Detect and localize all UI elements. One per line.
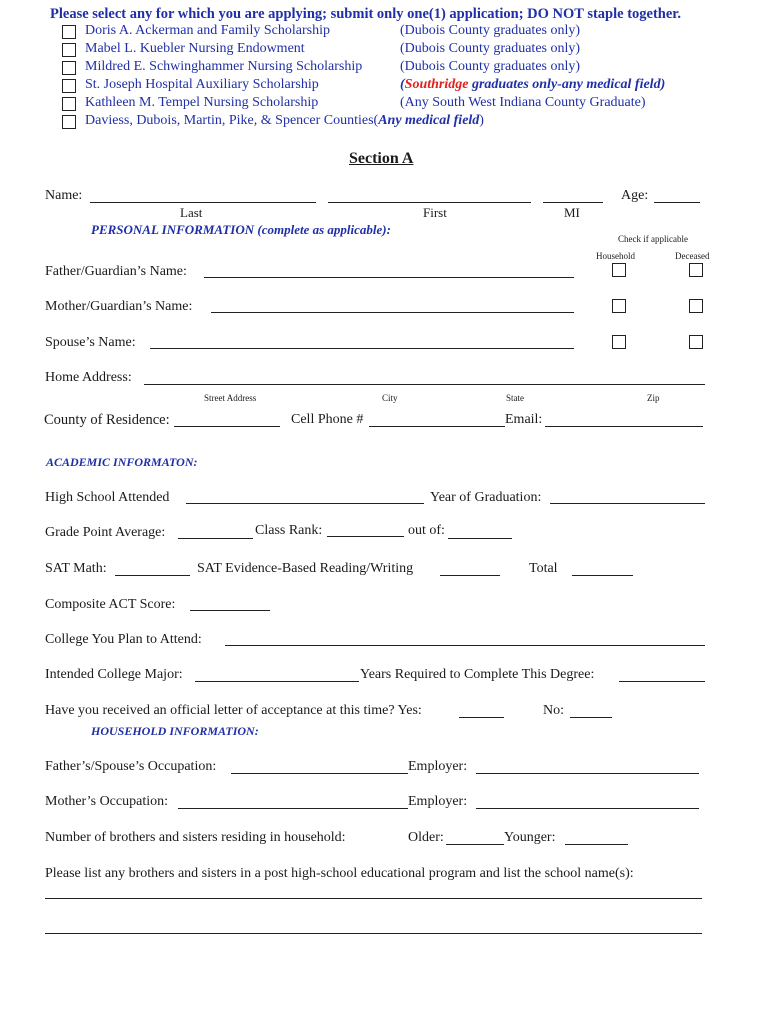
last-caption: Last — [180, 205, 203, 220]
first-caption: First — [423, 205, 447, 220]
scholarship-checkbox-st-joseph[interactable] — [62, 79, 76, 93]
counties-note-italic: Any medical field — [378, 113, 480, 128]
scholarship-name-schwinghammer: Mildred E. Schwinghammer Nursing Scholarship — [85, 59, 363, 74]
graduation-year-field[interactable] — [550, 503, 705, 504]
gpa-field[interactable] — [178, 538, 253, 539]
class-rank-label: Class Rank: — [255, 523, 323, 538]
counties-name: Daviess, Dubois, Martin, Pike, & Spencer Counties — [85, 113, 374, 128]
mother-occupation-label: Mother’s Occupation: — [45, 794, 168, 809]
older-siblings-field[interactable] — [446, 844, 504, 845]
out-of-label: out of: — [408, 523, 445, 538]
counties-note-open: ( — [373, 113, 379, 128]
father-deceased-checkbox[interactable] — [689, 263, 703, 277]
father-employer-label: Employer: — [408, 759, 468, 774]
scholarship-name-counties — [85, 113, 484, 129]
section-title: Section A — [349, 150, 414, 167]
father-household-checkbox[interactable] — [612, 263, 626, 277]
mi-field[interactable] — [543, 202, 603, 203]
father-occupation-field[interactable] — [231, 773, 408, 774]
scholarship-name-tempel: Kathleen M. Tempel Nursing Scholarship — [85, 95, 319, 110]
sat-math-label: SAT Math: — [45, 561, 107, 576]
deceased-column-label: Deceased — [675, 251, 710, 261]
scholarship-checkbox-kuebler[interactable] — [62, 43, 76, 57]
high-school-field[interactable] — [186, 503, 424, 504]
father-occupation-label: Father’s/Spouse’s Occupation: — [45, 759, 217, 774]
southridge-highlight: Southridge — [404, 77, 469, 92]
college-plan-label: College You Plan to Attend: — [45, 632, 202, 647]
mother-employer-field[interactable] — [476, 808, 699, 809]
personal-heading-suffix: (complete as applicable): — [254, 222, 391, 237]
note-open-paren: ( — [400, 77, 405, 92]
check-if-applicable-label: Check if applicable — [618, 234, 688, 244]
spouse-name-field[interactable] — [150, 348, 574, 349]
acceptance-no-label: No: — [543, 703, 564, 718]
application-instruction: Please select any for which you are applying; submit only one(1) application; DO NOT staple together. — [50, 6, 682, 22]
household-column-label: Household — [596, 251, 635, 261]
email-label: Email: — [505, 412, 543, 427]
scholarship-note-st-joseph — [400, 77, 665, 93]
mother-employer-label: Employer: — [408, 794, 468, 809]
sat-math-field[interactable] — [115, 575, 190, 576]
state-caption: State — [506, 393, 524, 403]
spouse-deceased-checkbox[interactable] — [689, 335, 703, 349]
mother-household-checkbox[interactable] — [612, 299, 626, 313]
age-label: Age: — [621, 188, 649, 203]
county-residence-field[interactable] — [174, 426, 280, 427]
sat-total-label: Total — [529, 561, 558, 576]
younger-siblings-field[interactable] — [565, 844, 628, 845]
scholarship-name-kuebler: Mabel L. Kuebler Nursing Endowment — [85, 41, 305, 56]
college-plan-field[interactable] — [225, 645, 705, 646]
household-info-heading: HOUSEHOLD INFORMATION: — [91, 724, 259, 738]
last-name-field[interactable] — [90, 202, 316, 203]
class-rank-field[interactable] — [327, 536, 404, 537]
cell-phone-label: Cell Phone # — [291, 412, 364, 427]
sat-ebrw-label: SAT Evidence-Based Reading/Writing — [197, 561, 414, 576]
scholarship-note-schwinghammer: (Dubois County graduates only) — [400, 59, 581, 74]
acceptance-letter-label: Have you received an official letter of acceptance at this time? Yes: — [45, 703, 422, 718]
years-to-complete-label: Years Required to Complete This Degree: — [360, 667, 595, 682]
scholarship-note-tempel: (Any South West Indiana County Graduate) — [400, 95, 646, 110]
street-address-caption: Street Address — [204, 393, 257, 403]
scholarship-name-st-joseph: St. Joseph Hospital Auxiliary Scholarship — [85, 77, 319, 92]
post-high-school-label: Please list any brothers and sisters in a post high-school educational program and list the school name(s): — [45, 866, 634, 881]
father-guardian-label: Father/Guardian’s Name: — [45, 264, 187, 279]
graduation-year-label: Year of Graduation: — [430, 490, 542, 505]
acceptance-no-field[interactable] — [570, 717, 612, 718]
mother-occupation-field[interactable] — [178, 808, 408, 809]
father-guardian-field[interactable] — [204, 277, 574, 278]
acceptance-yes-field[interactable] — [459, 717, 504, 718]
age-field[interactable] — [654, 202, 700, 203]
scholarship-note-ackerman: (Dubois County graduates only) — [400, 23, 581, 38]
cell-phone-field[interactable] — [369, 426, 505, 427]
spouse-name-label: Spouse’s Name: — [45, 335, 136, 350]
mother-guardian-field[interactable] — [211, 312, 574, 313]
high-school-label: High School Attended — [45, 490, 170, 505]
scholarship-name-ackerman: Doris A. Ackerman and Family Scholarship — [85, 23, 330, 38]
academic-info-heading: ACADEMIC INFORMATON: — [46, 455, 198, 469]
siblings-household-label: Number of brothers and sisters residing in household: — [45, 830, 346, 845]
mother-deceased-checkbox[interactable] — [689, 299, 703, 313]
sat-ebrw-field[interactable] — [440, 575, 500, 576]
scholarship-checkbox-ackerman[interactable] — [62, 25, 76, 39]
home-address-field[interactable] — [144, 384, 705, 385]
personal-heading-text: PERSONAL INFORMATION — [91, 222, 255, 237]
scholarship-checkbox-counties[interactable] — [62, 115, 76, 129]
sat-total-field[interactable] — [572, 575, 633, 576]
younger-siblings-label: Younger: — [504, 830, 556, 845]
city-caption: City — [382, 393, 398, 403]
personal-info-heading — [91, 222, 391, 238]
act-score-field[interactable] — [190, 610, 270, 611]
act-score-label: Composite ACT Score: — [45, 597, 176, 612]
note-rest: graduates only-any medical field) — [468, 77, 666, 92]
older-siblings-label: Older: — [408, 830, 444, 845]
home-address-label: Home Address: — [45, 370, 132, 385]
post-high-school-line-2[interactable] — [45, 933, 702, 934]
intended-major-field[interactable] — [195, 681, 359, 682]
county-residence-label: County of Residence: — [44, 412, 170, 428]
gpa-label: Grade Point Average: — [45, 525, 166, 540]
mi-caption: MI — [564, 205, 580, 220]
spouse-household-checkbox[interactable] — [612, 335, 626, 349]
name-label: Name: — [45, 188, 83, 203]
zip-caption: Zip — [647, 393, 660, 403]
post-high-school-line-1[interactable] — [45, 898, 702, 899]
years-to-complete-field[interactable] — [619, 681, 705, 682]
first-name-field[interactable] — [328, 202, 531, 203]
father-employer-field[interactable] — [476, 773, 699, 774]
email-field[interactable] — [545, 426, 703, 427]
scholarship-note-kuebler: (Dubois County graduates only) — [400, 41, 581, 56]
out-of-field[interactable] — [448, 538, 512, 539]
counties-note-close: ) — [479, 113, 484, 128]
scholarship-checkbox-tempel[interactable] — [62, 97, 76, 111]
intended-major-label: Intended College Major: — [45, 667, 183, 682]
scholarship-checkbox-schwinghammer[interactable] — [62, 61, 76, 75]
mother-guardian-label: Mother/Guardian’s Name: — [45, 299, 193, 314]
